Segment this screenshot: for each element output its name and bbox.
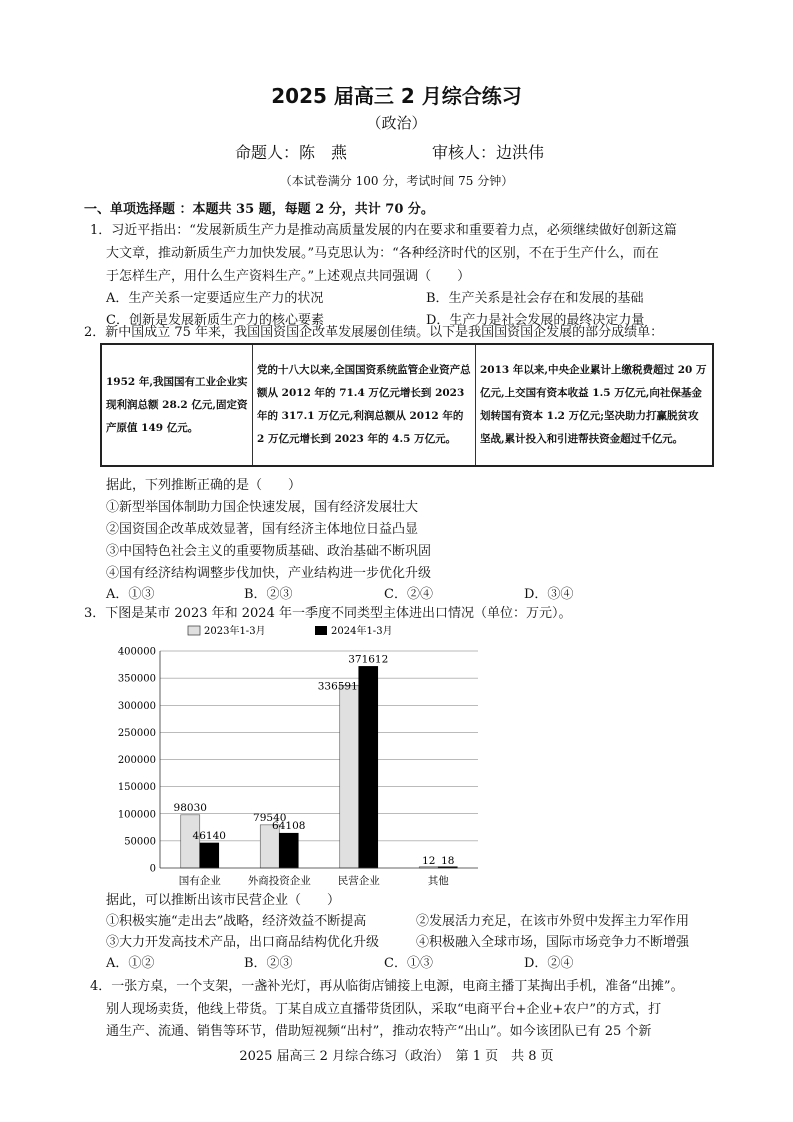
bar-value-label: 79540 xyxy=(253,811,287,824)
legend-label-2023: 2023年1-3月 xyxy=(204,626,266,637)
table-cell: 党的十八大以来,全国国资系统监管企业资产总额从 2012 年的 71.4 万亿元增长到 2023 年的 317.1 万亿元,利润总额从 2012 年的 2 万亿元增长到 2023 年的 4.5 万亿元。 xyxy=(253,344,476,466)
q2-stem: 2．新中国成立 75 年来，我国国资国企改革发展屡创佳绩。以下是我国国资国企发展的部分成绩单： xyxy=(84,325,664,340)
q1-option-b[interactable]: B．生产关系是社会存在和发展的基础 xyxy=(426,291,644,306)
q2-prompt: 据此，下列推断正确的是（ ） xyxy=(106,478,302,493)
bar xyxy=(359,666,378,868)
x-tick-label: 其他 xyxy=(427,875,449,887)
y-tick-label: 0 xyxy=(149,863,156,875)
setter-label: 命题人：陈 燕 xyxy=(235,143,348,162)
legend-swatch-2023 xyxy=(188,626,200,635)
q4-line: 4．一张方桌，一个支架，一盏补光灯，再从临街店铺接上电源，电商主播丁某掏出手机，准备“出摊”。 xyxy=(90,979,684,994)
bar-value-label: 12 xyxy=(422,854,436,867)
q2-item: ①新型举国体制助力国企快速发展，国有经济发展壮大 xyxy=(106,500,419,515)
y-tick-label: 150000 xyxy=(118,782,156,794)
bar-value-label: 18 xyxy=(441,854,455,867)
page-title: 2025 届高三 2 月综合练习 xyxy=(271,84,522,108)
q2-item: ④国有经济结构调整步伐加快，产业结构进一步优化升级 xyxy=(106,566,432,581)
q2-option-d[interactable]: D．③④ xyxy=(524,587,574,602)
q1-option-c[interactable]: C．创新是发展新质生产力的核心要素 xyxy=(106,313,324,328)
x-tick-label: 民营企业 xyxy=(337,875,380,887)
q4-line: 别人现场卖货，他线上带货。丁某自成立直播带货团队，采取“电商平台+企业+农户”的方式，打 xyxy=(106,1002,662,1017)
q3-option-a[interactable]: A．①② xyxy=(106,956,155,971)
x-tick-label: 外商投资企业 xyxy=(247,875,311,887)
q1-option-d[interactable]: D．生产力是社会发展的最终决定力量 xyxy=(426,313,645,328)
bar-value-label: 98030 xyxy=(173,801,207,814)
q2-option-a[interactable]: A．①③ xyxy=(106,587,155,602)
q3-stem: 3．下图是某市 2023 年和 2024 年一季度不同类型主体进出口情况（单位：万元）。 xyxy=(84,606,572,621)
q3-option-c[interactable]: C．①③ xyxy=(384,956,433,971)
y-tick-label: 200000 xyxy=(118,755,156,766)
bar xyxy=(279,833,298,868)
bar xyxy=(340,685,359,868)
trade-bar-chart xyxy=(118,620,498,890)
table-cell: 2013 年以来,中央企业累计上缴税费超过 20 万亿元,上交国有资本收益 1.5 万亿元,向社保基金划转国有资本 1.2 万亿元;坚决助力打赢脱贫攻坚战,累计投入和引进帮扶资金超过千亿元。 xyxy=(476,344,714,466)
bar-value-label: 46140 xyxy=(192,829,226,842)
section-heading: 一、单项选择题 ：本题共 35 题，每题 2 分，共计 70 分。 xyxy=(84,202,434,217)
y-tick-label: 100000 xyxy=(118,809,156,821)
q3-option-d[interactable]: D．②④ xyxy=(524,956,574,971)
q1-option-a[interactable]: A．生产关系一定要适应生产力的状况 xyxy=(106,291,324,306)
q1-line: 于怎样生产，用什么生产资料生产。”上述观点共同强调（ ） xyxy=(106,269,471,284)
q3-item: ①积极实施“走出去”战略，经济效益不断提高 xyxy=(106,914,367,929)
q3-prompt: 据此，可以推断出该市民营企业（ ） xyxy=(106,893,341,908)
y-tick-label: 400000 xyxy=(118,646,156,658)
bar xyxy=(200,843,219,868)
q2-item: ②国资国企改革成效显著，国有经济主体地位日益凸显 xyxy=(106,522,419,537)
q4-line: 通生产、流通、销售等环节，借助短视频“出村”，推动农特产“出山”。如今该团队已有 25 个新 xyxy=(106,1024,652,1039)
reviewer-label: 审核人：边洪伟 xyxy=(432,143,545,162)
page-footer: 2025 届高三 2 月综合练习（政治） 第 1 页 共 8 页 xyxy=(239,1049,554,1064)
q1-line: 1．习近平指出：“发展新质生产力是推动高质量发展的内在要求和重要着力点，必须继续做好创新这篇 xyxy=(90,223,677,238)
x-tick-label: 国有企业 xyxy=(178,875,221,887)
q3-item: ④积极融入全球市场，国际市场竞争力不断增强 xyxy=(416,935,690,950)
bar-value-label: 336591 xyxy=(317,680,358,693)
legend-swatch-2024 xyxy=(315,626,327,635)
legend-label-2024: 2024年1-3月 xyxy=(331,626,393,637)
q2-option-b[interactable]: B．②③ xyxy=(244,587,293,602)
y-tick-label: 50000 xyxy=(124,836,156,848)
table-cell: 1952 年,我国国有工业企业实现利润总额 28.2 亿元,固定资产原值 149 亿元。 xyxy=(101,344,253,466)
q1-line: 大文章，推动新质生产力加快发展。”马克思认为：“各种经济时代的区别，不在于生产什么，而在 xyxy=(106,246,659,261)
q3-item: ③大力开发高技术产品，出口商品结构优化升级 xyxy=(106,935,380,950)
q2-data-table xyxy=(100,343,714,467)
q2-option-c[interactable]: C．②④ xyxy=(384,587,433,602)
q2-item: ③中国特色社会主义的重要物质基础、政治基础不断巩固 xyxy=(106,544,432,559)
bar-value-label: 371612 xyxy=(348,653,389,666)
q3-item: ②发展活力充足，在该市外贸中发挥主力军作用 xyxy=(416,914,690,929)
y-tick-label: 250000 xyxy=(118,727,156,739)
y-tick-label: 300000 xyxy=(118,700,156,712)
subject-label: （政治） xyxy=(366,114,427,132)
q3-option-b[interactable]: B．②③ xyxy=(244,956,293,971)
y-tick-label: 350000 xyxy=(118,673,156,685)
exam-note: （本试卷满分 100 分，考试时间 75 分钟） xyxy=(279,174,514,188)
bar-value-label: 64108 xyxy=(272,820,306,833)
